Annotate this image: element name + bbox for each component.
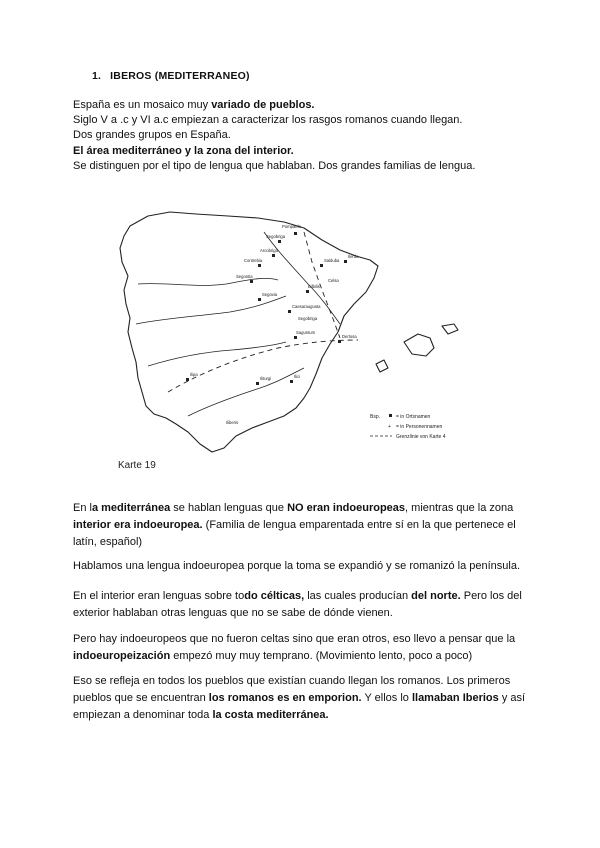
map-legend [370,414,446,440]
iberia-map [108,192,488,492]
intro-line-3: Dos grandes grupos en España. [73,129,231,142]
place-marker [294,336,297,339]
legend-item-1: = in Ortsnamen [396,414,431,420]
paragraph-4: Pero hay indoeuropeos que no fueron celtas sino que eran otros, eso llevo a pensar que la indoeuropeización empezó muy muy temprano. (Movimiento lento, poco a poco) [73,633,516,662]
place-label: Bilbilis [308,284,320,289]
intro-line-1-bold: variado de pueblos. [211,99,315,111]
place-marker [256,382,259,385]
river-guadalquivir [188,368,304,416]
place-label: Iliturgi [260,376,272,381]
place-label: Ilipa [190,372,198,377]
place-label: Segobriga [266,234,286,239]
river-guadiana [148,342,286,366]
place-label: Salduba [324,258,340,263]
place-label: Segobriga [298,316,318,321]
place-label: Ilici [294,374,301,379]
river-duero [138,278,278,285]
peninsula-outline [120,212,381,452]
legend-title: Bsp. [370,414,381,420]
place-marker [186,378,189,381]
boundary-dashed-line [168,340,358,392]
place-marker [278,240,281,243]
intro-line-1-text: España es un mosaico muy [73,99,212,111]
section-heading [92,70,250,82]
place-label: Ilerda [348,254,359,259]
paragraph-5: Eso se refleja en todos los pueblos que existían cuando llegan los romanos. Los primeros pueblos que se encuentran los romanos es en emporion. Y ellos lo llamaban Iberios y así empiezan a denominar toda la costa mediterránea. [73,675,526,721]
place-label: Segontia [236,274,253,279]
place-marker [320,264,323,267]
place-marker [250,280,253,283]
place-label: Pompaelo [282,224,301,229]
paragraph-2: Hablamos una lengua indoeuropea porque la toma se expandió y se romanizó la península. [73,560,521,572]
legend-plus-icon: + [388,424,391,430]
place-label: Contrebia [244,258,263,263]
place-label: Celsa [328,278,339,283]
legend-item-3: Grenzlinie von Karte 4 [396,434,446,440]
place-label: Arcobriga [260,248,278,253]
place-label: Iliberis [226,420,239,425]
intro-line-2: Siglo V a .c y VI a.c empiezan a caracterizar los rasgos romanos cuando llegan. [73,114,463,127]
legend-item-2: = in Personennamen [396,424,443,430]
place-marker [288,310,291,313]
menorca [442,324,458,334]
heading-number: 1. [92,70,102,82]
ibiza [376,360,388,372]
river-tajo [136,296,286,324]
place-marker [344,260,347,263]
intro-block [73,98,543,174]
place-label: Segovia [262,292,278,297]
legend-marker-square [389,414,392,417]
place-marker [290,380,293,383]
intro-line-4: El área mediterráneo y la zona del interior. [73,144,294,157]
place-label: Saguntum [296,330,316,335]
place-marker [258,298,261,301]
heading-title: IBEROS (MEDITERRANEO) [110,70,250,82]
place-label: Dertosa [342,334,357,339]
intro-line-5: Se distinguen por el tipo de lengua que hablaban. Dos grandes familias de lengua. [73,159,476,172]
intro-line-1 [73,98,543,113]
place-marker [258,264,261,267]
mallorca [404,334,434,356]
place-label: Caesaraugusta [292,304,321,309]
paragraph-3: En el interior eran lenguas sobre todo célticas, las cuales producían del norte. Pero los del exterior hablaban otras lenguas que no se sabe de dónde vienen. [73,590,522,619]
paragraph-1: En la mediterránea se hablan lenguas que NO eran indoeuropeas, mientras que la zona interior era indoeuropea. (Familia de lengua emparentada entre sí en la que pertenece el latín, español) [73,502,516,548]
map-caption: Karte 19 [118,460,156,471]
place-marker [294,232,297,235]
place-marker [338,340,341,343]
place-marker [306,290,309,293]
place-marker [272,254,275,257]
